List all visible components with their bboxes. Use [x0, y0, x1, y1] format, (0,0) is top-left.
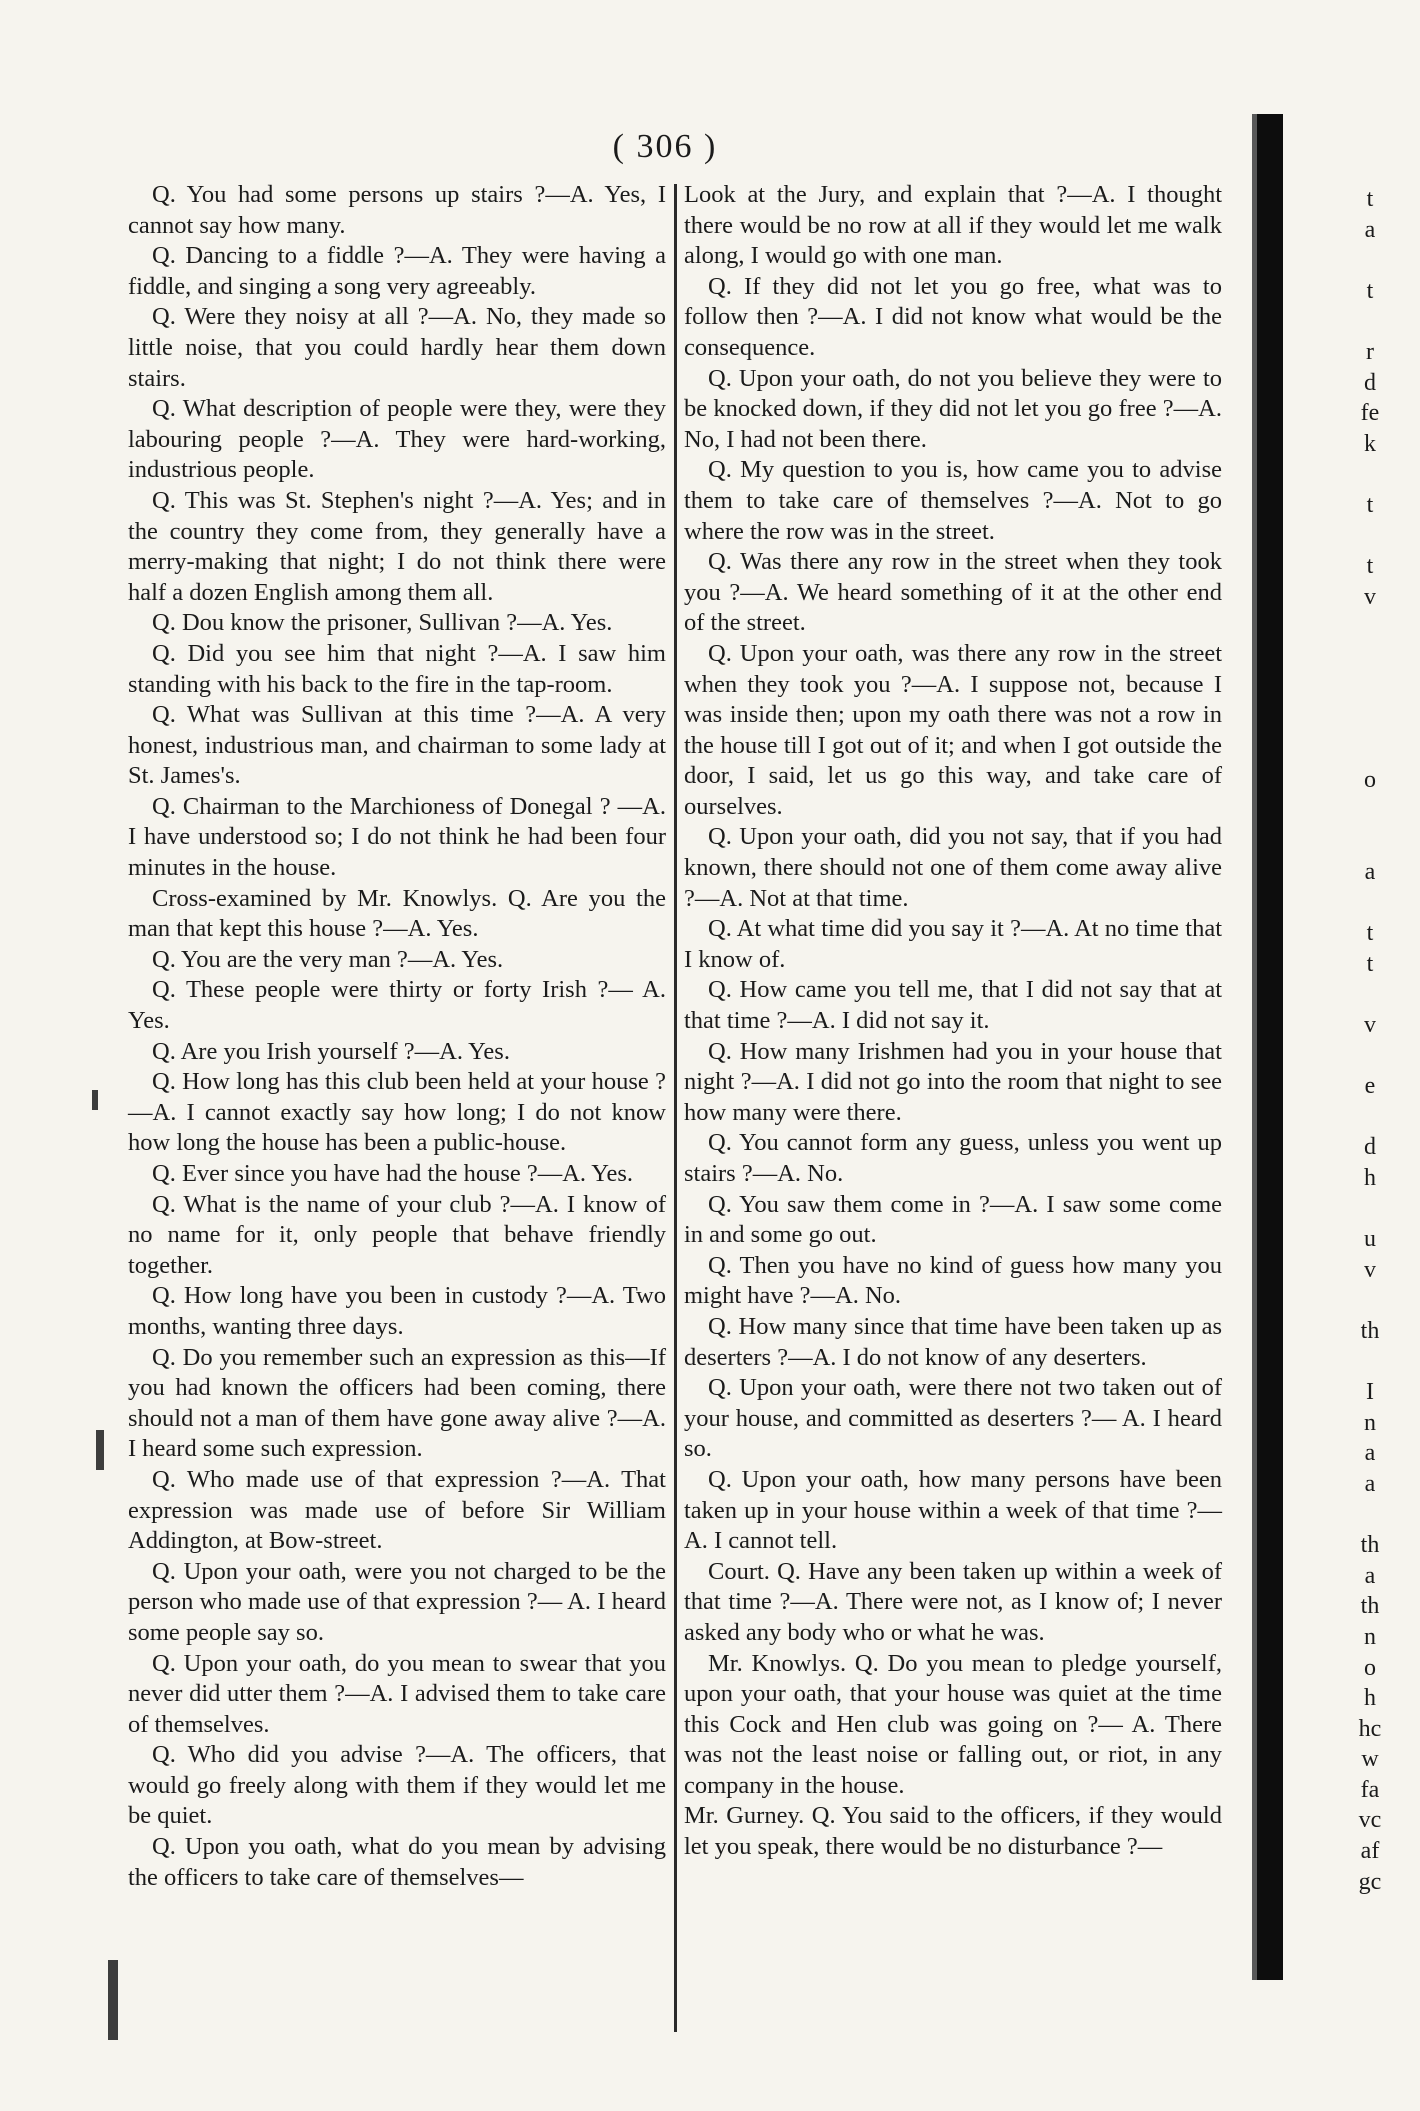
bleed-fragment: t: [1366, 950, 1374, 977]
bleed-fragment: t: [1366, 491, 1374, 518]
dialogue-paragraph: Mr. Gurney. Q. You said to the officers, if they would let you speak, there would be no disturbance ?—: [684, 1802, 1222, 1861]
dialogue-paragraph: Q. You cannot form any guess, unless you went up stairs ?—A. No.: [684, 1129, 1222, 1187]
bleed-fragment: d: [1364, 1134, 1376, 1161]
bleed-fragment: h: [1364, 1165, 1376, 1191]
bleed-fragment: a: [1364, 1470, 1376, 1497]
bleed-fragment: [1330, 612, 1410, 643]
bleed-fragment: [1330, 306, 1410, 337]
dialogue-paragraph: Q. You had some persons up stairs ?—A. Yes, I cannot say how many.: [128, 181, 666, 239]
bleed-fragment: o: [1364, 1654, 1376, 1681]
bleed-fragment: [1330, 521, 1410, 552]
print-speck: [108, 1960, 118, 2040]
dialogue-paragraph: Q. Who made use of that expression ?—A. That expression was made use of before Sir William Addington, at Bow-street.: [128, 1465, 666, 1555]
bleed-fragment: v: [1364, 1012, 1376, 1039]
bleed-fragment: o: [1364, 767, 1376, 794]
bleed-fragment: k: [1364, 430, 1376, 457]
print-speck: [96, 1430, 104, 1470]
bleed-fragment: h: [1364, 1685, 1376, 1712]
bleed-fragment: a: [1364, 1562, 1376, 1589]
bleed-fragment: t: [1366, 277, 1374, 304]
bleed-fragment: t: [1366, 186, 1374, 212]
dialogue-paragraph: Q. Upon your oath, was there any row in the street when they took you ?—A. I suppose not, because I was inside then; upon my oath there was not a row in the house till I got out of it; and when I got outside the door, I said, let us go this way, and take care of ourselves.: [684, 639, 1222, 820]
bleed-fragment: [1330, 1102, 1410, 1133]
dialogue-paragraph: Q. How many Irishmen had you in your house that night ?—A. I did not go into the room that night to see how many were there.: [684, 1037, 1222, 1126]
bleed-fragment: [1330, 1347, 1410, 1378]
dialogue-paragraph: Q. Dou know the prisoner, Sullivan ?—A. Yes.: [152, 609, 613, 637]
bleed-fragment: [1330, 674, 1410, 705]
bleed-fragment: r: [1366, 338, 1374, 365]
bleed-fragment: vc: [1358, 1807, 1382, 1834]
bleed-fragment: gc: [1358, 1868, 1382, 1895]
bleed-fragment: af: [1360, 1838, 1380, 1865]
bleed-fragment: [1330, 704, 1410, 735]
bleed-fragment: [1330, 735, 1410, 766]
dialogue-paragraph: Cross-examined by Mr. Knowlys. Q. Are you the man that kept this house ?—A. Yes.: [128, 884, 666, 943]
bleed-fragment: [1330, 979, 1410, 1010]
dialogue-paragraph: Q. How many since that time have been taken up as deserters ?—A. I do not know of any deserters.: [684, 1312, 1222, 1371]
bleed-fragment: w: [1361, 1746, 1379, 1773]
bleed-fragment: v: [1364, 1256, 1376, 1283]
bleed-fragment: I: [1366, 1379, 1374, 1406]
bleed-fragment: u: [1364, 1226, 1376, 1253]
bleed-fragment: [1330, 643, 1410, 674]
bleed-fragment: fe: [1360, 400, 1380, 427]
dialogue-paragraph: Q. How long has this club been held at your house ?—A. I cannot exactly say how long; I do not know how long the house has been a public-house.: [128, 1068, 666, 1157]
dialogue-paragraph: Q. My question to you is, how came you to advise them to take care of themselves ?—A. Not to go where the row was in the street.: [684, 456, 1222, 545]
bleed-fragment: [1330, 1285, 1410, 1316]
dialogue-paragraph: Q. Upon your oath, were there not two taken out of your house, and committed as deserters ?— A. I heard so.: [684, 1374, 1222, 1463]
binding-gutter: [1257, 114, 1283, 1980]
bleed-fragment: t: [1366, 920, 1374, 947]
dialogue-paragraph: Q. What description of people were they, were they labouring people ?—A. They were hard-working, industrious people.: [128, 395, 666, 484]
bleed-fragment: [1330, 826, 1410, 857]
dialogue-paragraph: Q. Who did you advise ?—A. The officers, that would go freely along with them if they would let me be quiet.: [128, 1741, 666, 1830]
dialogue-paragraph: Q. Chairman to the Marchioness of Donegal ? —A. I have understood so; I do not think he had been four minutes in the house.: [128, 792, 666, 882]
bleed-fragment: n: [1364, 1623, 1376, 1650]
dialogue-paragraph: Q. What was Sullivan at this time ?—A. A very honest, industrious man, and chairman to some lady at St. James's.: [128, 701, 666, 790]
bleed-fragment: [1330, 888, 1410, 919]
dialogue-paragraph: Q. This was St. Stephen's night ?—A. Yes; and in the country they come from, they generally have a merry-making that night; I do not think there were half a dozen English among them all.: [128, 486, 666, 606]
bleed-fragment: th: [1360, 1532, 1380, 1559]
bleed-fragment: n: [1364, 1409, 1376, 1436]
dialogue-paragraph: Q. Do you remember such an expression as this—If you had known the officers had been coming, there should not a man of them have gone away alive ?—A. I heard some such expression.: [128, 1343, 666, 1463]
dialogue-paragraph: Q. Are you Irish yourself ?—A. Yes.: [152, 1037, 510, 1065]
bleed-fragment: a: [1364, 859, 1376, 886]
dialogue-paragraph: Q. How long have you been in custody ?—A. Two months, wanting three days.: [128, 1282, 666, 1340]
dialogue-paragraph: Mr. Knowlys. Q. Do you mean to pledge yourself, upon your oath, that your house was quiet at the time this Cock and Hen club was going on ?— A. There was not the least noise or falling out, or riot, in any company in the house.: [684, 1649, 1222, 1799]
dialogue-paragraph: Q. Then you have no kind of guess how many you might have ?—A. No.: [684, 1251, 1222, 1310]
bleed-fragment: [1330, 1500, 1410, 1531]
dialogue-paragraph: Q. Did you see him that night ?—A. I saw him standing with his back to the fire in the tap-room.: [128, 639, 666, 698]
dialogue-paragraph: Look at the Jury, and explain that ?—A. I thought there would be no row at all if they would let me walk along, I would go with one man.: [684, 181, 1222, 270]
dialogue-paragraph: Q. You are the very man ?—A. Yes.: [152, 945, 504, 973]
bleed-fragment: [1330, 1194, 1410, 1225]
bleed-fragment: [1330, 1041, 1410, 1072]
print-speck: [92, 1090, 98, 1110]
bleed-fragment: a: [1364, 216, 1376, 243]
dialogue-paragraph: Q. These people were thirty or forty Irish ?— A. Yes.: [128, 976, 666, 1035]
dialogue-paragraph: Q. You saw them come in ?—A. I saw some come in and some go out.: [684, 1190, 1222, 1249]
column-divider: [674, 184, 677, 2032]
bleed-fragment: [1330, 245, 1410, 276]
dialogue-paragraph: Q. What is the name of your club ?—A. I know of no name for it, only people that behave friendly together.: [128, 1190, 666, 1279]
dialogue-paragraph: Q. Upon your oath, do not you believe they were to be knocked down, if they did not let you go free ?—A. No, I had not been there.: [684, 364, 1222, 453]
dialogue-paragraph: Q. How came you tell me, that I did not say that at that time ?—A. I did not say it.: [684, 976, 1222, 1035]
dialogue-paragraph: Q. Upon your oath, were you not charged to be the person who made use of that expression ?— A. I heard some people say so.: [128, 1557, 666, 1646]
middle-text-column: [684, 180, 1222, 1863]
dialogue-paragraph: Q. Upon your oath, do you mean to swear that you never did utter them ?—A. I advised them to take care of themselves.: [128, 1649, 666, 1738]
dialogue-paragraph: Q. If they did not let you go free, what was to follow then ?—A. I did not know what would be the consequence.: [684, 272, 1222, 361]
bleed-fragment: e: [1364, 1073, 1376, 1100]
dialogue-paragraph: Q. Upon you oath, what do you mean by advising the officers to take care of themselves—: [128, 1833, 666, 1891]
dialogue-paragraph: Q. Upon your oath, how many persons have been taken up in your house within a week of that time ?—A. I cannot tell.: [684, 1465, 1222, 1555]
dialogue-paragraph: Q. Were they noisy at all ?—A. No, they made so little noise, that you could hardly hear them down stairs.: [128, 303, 666, 392]
dialogue-paragraph: Q. Dancing to a fiddle ?—A. They were having a fiddle, and singing a song very agreeably.: [128, 242, 666, 300]
dialogue-paragraph: Q. Ever since you have had the house ?—A. Yes.: [152, 1160, 634, 1187]
dialogue-paragraph: Q. Upon your oath, did you not say, that if you had known, there should not one of them come away alive ?—A. Not at that time.: [684, 823, 1222, 912]
bleed-fragment: th: [1360, 1317, 1380, 1344]
dialogue-paragraph: Q. Was there any row in the street when they took you ?—A. We heard something of it at the other end of the street.: [684, 548, 1222, 637]
bleed-fragment: t: [1366, 553, 1374, 580]
bleed-fragment: d: [1364, 369, 1376, 396]
left-text-column: [128, 180, 666, 1893]
bleed-fragment: fa: [1360, 1776, 1380, 1803]
dialogue-paragraph: Court. Q. Have any been taken up within a week of that time ?—A. There were not, as I know of; I never asked any body who or what he was.: [684, 1557, 1222, 1646]
page-number: ( 306 ): [612, 128, 718, 165]
bleed-fragment: hc: [1358, 1715, 1382, 1742]
bleed-fragment: v: [1364, 583, 1376, 610]
facing-page-bleed: [1330, 184, 1410, 1897]
bleed-fragment: [1330, 459, 1410, 490]
bleed-fragment: a: [1364, 1440, 1376, 1467]
dialogue-paragraph: Q. At what time did you say it ?—A. At no time that I know of.: [684, 915, 1222, 973]
bleed-fragment: [1330, 796, 1410, 827]
bleed-fragment: th: [1360, 1593, 1380, 1620]
